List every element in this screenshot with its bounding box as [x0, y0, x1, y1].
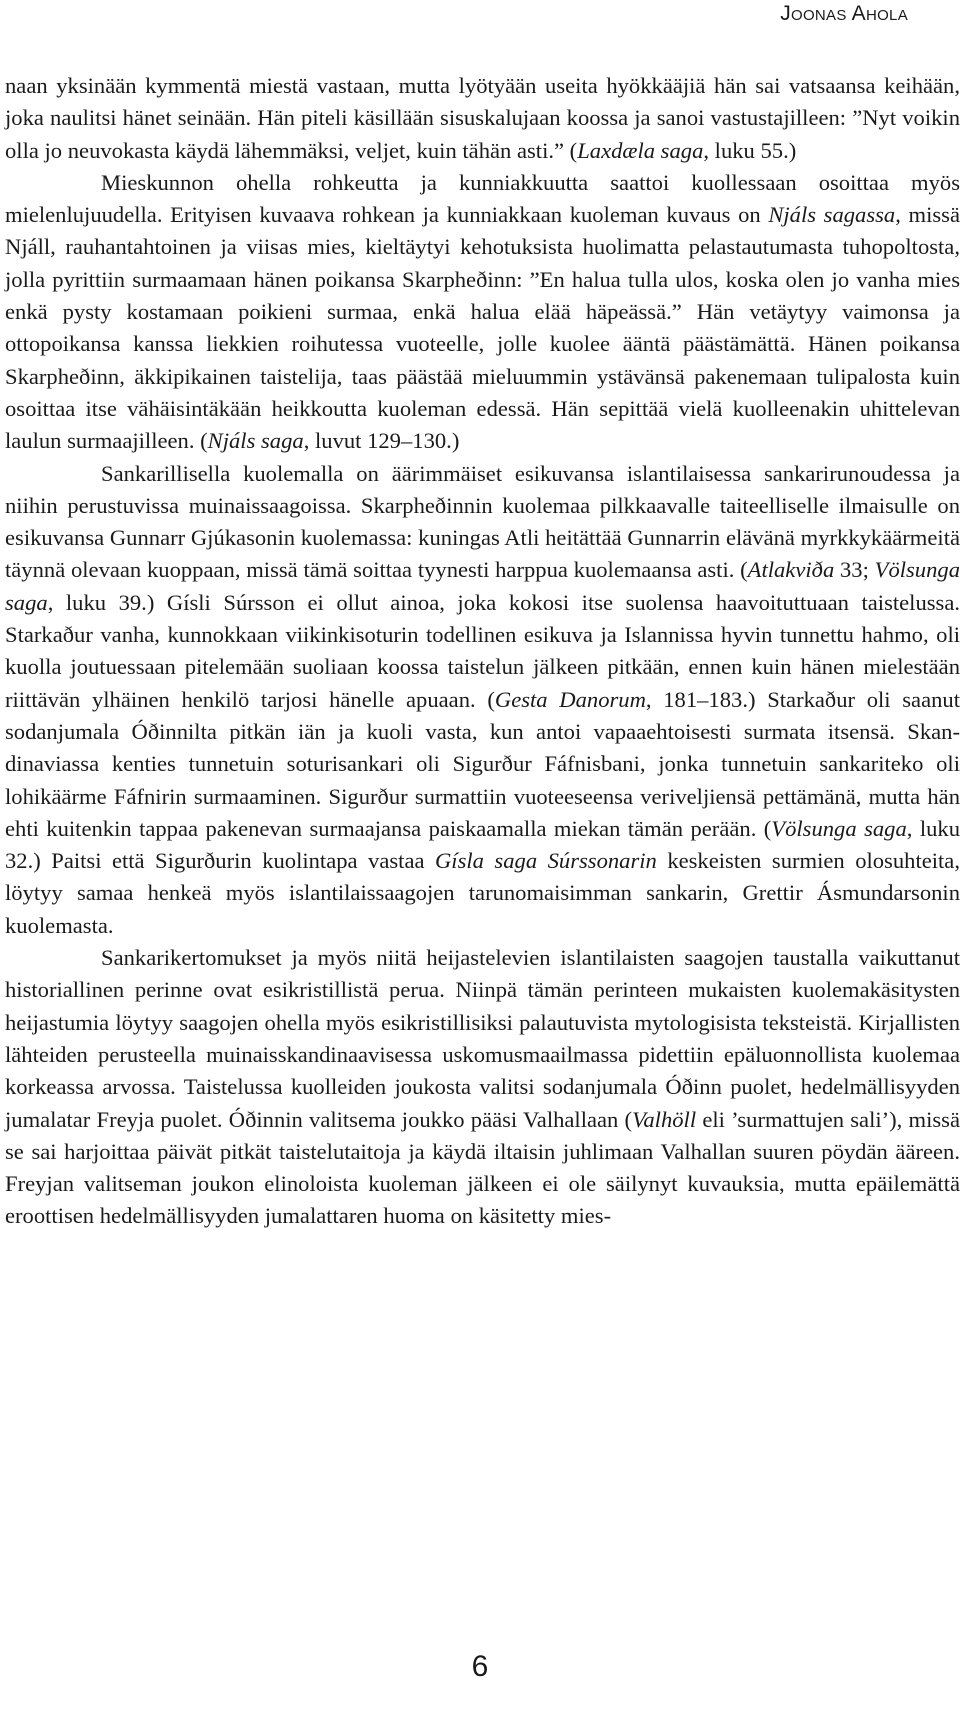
work-title: Gesta Danorum	[494, 686, 646, 712]
paragraph-2: Mieskunnon ohella rohkeutta ja kunniakkuutta saattoi kuollessaan osoittaa myös mielenlujuudella. Erityisen kuvaava rohkean ja kunniakkaan kuoleman kuvaus on Njáls sagassa, missä Njáll, rauhantahtoinen ja viisas mies, kieltäytyi kehotuksista huolimatta pelastautumasta tuhopoltosta, jolla pyrittiin surmaamaan hänen poikansa Skarpheðinn: ”En halua tulla ulos, koska olen jo vanha mies enkä pysty kostamaan poikieni surmaa, enkä halua elää häpeässä.” Hän vetäytyy vaimonsa ja ottopoikansa kanssa liekkien roihutessa vuoteelle, jolle kuolee ääntä päästämättä. Hänen poikansa Skarpheðinn, äkkipikainen taistelija, taas päästää mieluummin ystävänsä pakenemaan tulipalosta kuin osoittaa itse vähäisintäkään heikkoutta kuoleman edessä. Hän sepittää vielä kuolleenakin uhittelevan laulun surmaajilleen. (Njáls saga, luvut 129–130.)	[5, 169, 960, 454]
work-title: Gísla saga Súrssonarin	[434, 848, 657, 874]
work-title: Laxdæla saga	[577, 137, 704, 163]
work-title: Völsunga saga	[771, 815, 907, 841]
term-italic: Valhöll	[632, 1106, 697, 1132]
work-title: Njáls sagassa	[768, 202, 896, 228]
body-text	[5, 70, 960, 1233]
paragraph-3: Sankarillisella kuolemalla on äärimmäiset esikuvansa islantilaisessa sankarirunoudessa ja niihin perustuvissa muinaissaagoissa. Skarpheðinnin kuolemaa pilkkaavalle taiteelliselle ilmaisulle on esikuvansa Gunnarr Gjúkasonin kuolemassa: kuningas Atli heitättää Gunnarrin elävänä myrkkykäärmeitä täynnä olevaan kuoppaan, missä tämä soittaa tyynesti harppua kuolemaansa asti. (Atlakviða 33; Völsunga saga, luku 39.) Gísli Súrsson ei ollut ainoa, joka kokosi itse suolensa haavoituttuaan taistelussa. Starkaður vanha, kunnokkaan viikinkisoturin todellinen esikuva ja Islannissa hyvin tunnettu hahmo, oli kuolla joutuessaan pitelemään suoliaan koossa taistelun jälkeen pitkään, ennen kuin hänen mielestään riittävän ylhäinen henkilö tarjosi hänelle apuaan. (Gesta Danorum, 181–183.) Starkaður oli saanut sodanjumala Óðinnilta pitkän iän ja kuoli vasta, kun antoi vapaaehtoisesti surmata itsensä. Skandinaviassa kenties tunnetuin soturisankari oli Sigurður Fáfnisbani, jonka tunnetuin sankariteko oli lohikäärme Fáfnirin surmaaminen. Sigurður surmattiin vuoteeseensa veriveljiensä pettämänä, mutta hän ehti kuitenkin tappaa pakenevan surmaajansa paiskaamalla miekan tämän perään. (Völsunga saga, luku 32.) Paitsi että Sigurðurin kuolintapa vastaa Gísla saga Súrssonarin keskeisten surmien olosuhteita, löytyy samaa henkeä myös islantilaissaagojen tarunomaisimman sankarin, Grettir Ásmundarsonin kuolemasta.	[5, 460, 960, 938]
work-title: Völsunga saga	[5, 557, 960, 615]
work-title: Atlakviða	[747, 557, 835, 583]
page-number: 6	[471, 1650, 489, 1683]
running-head: Joonas Ahola	[780, 2, 908, 25]
paragraph-4: Sankarikertomukset ja myös niitä heijastelevien islantilaisten saagojen taustalla vaikuttanut historiallinen perinne ovat esikristillistä perua. Niinpä tämän perinteen mukaisten kuolemakäsitysten heijastumia löytyy saagojen ohella myös esikristillisiksi palautuvista mytologisista teksteistä. Kirjallisten lähteiden perusteella muinaisskandinaavisessa uskomusmaailmassa pidettiin epäluonnollista kuolemaa korkeassa arvossa. Taistelussa kuolleiden joukosta valitsi sodanjumala Óðinn puolet, hedelmällisyyden jumalatar Freyja puolet. Óðinnin valitsema joukko pääsi Valhallaan (Valhöll eli ’surmattujen sali’), missä se sai harjoittaa päivät pitkät taistelutaitoja ja käydä iltaisin juhlimaan Valhallan suuren pöydän ääreen. Freyjan valitseman joukon elinoloista kuoleman jälkeen ei ole säilynyt kuvauksia, mutta epäilemättä eroottisen hedelmällisyyden jumalattaren huoma on käsitetty mies-	[5, 945, 960, 1229]
paragraph-1: naan yksinään kymmentä miestä vastaan, mutta lyötyään useita hyökkääjiä hän sai vatsaansa keihään, joka naulitsi hänet seinään. Hän piteli käsillään sisuskalujaan koossa ja sanoi vastustajilleen: ”Nyt voikin olla jo neuvokasta käydä lähemmäksi, veljet, kuin tähän asti.” (Laxdæla saga, luku 55.)	[5, 73, 960, 163]
work-title: Njáls saga	[207, 428, 304, 454]
